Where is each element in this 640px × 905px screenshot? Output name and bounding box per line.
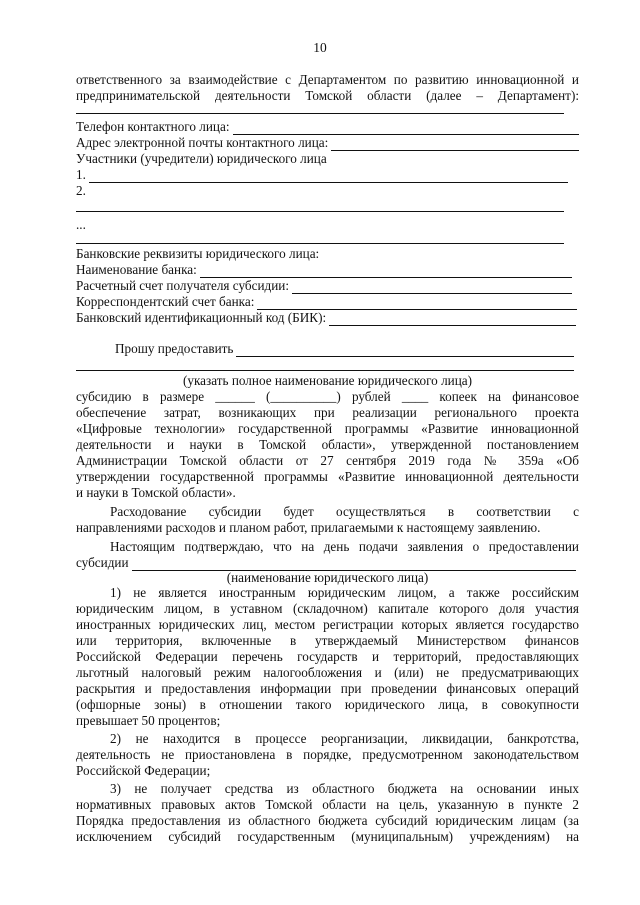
entity-name-field[interactable] <box>236 345 574 357</box>
founder-number-2: 2. <box>76 183 86 198</box>
bank-name-label: Наименование банка: <box>76 262 197 277</box>
item1-line-5: Российской Федерации перечень государств и территорий, предоставляющих <box>76 649 579 664</box>
bank-heading: Банковские реквизиты юридического лица: <box>76 246 320 261</box>
corr-field[interactable] <box>257 298 577 310</box>
subsidy-line-5: Администрации Томской области от 27 сентября 2019 года № 359а «Об <box>76 453 579 468</box>
item2-line-3: Российской Федерации; <box>76 763 211 778</box>
item1-line-1: 1) не является иностранным юридическим лицом, а также российским <box>110 585 579 600</box>
spending-line-2: направлениями расходов и планом работ, прилагаемыми к настоящему заявлению. <box>76 520 541 535</box>
entity-name-field-2[interactable] <box>76 370 574 371</box>
phone-field[interactable] <box>233 123 580 135</box>
item1-line-3: иностранных юридических лиц, местом регистрации которых является государство <box>76 617 579 632</box>
entity-caption: (наименование юридического лица) <box>226 570 429 585</box>
founders-ellipsis: ... <box>76 217 86 232</box>
item3-line-2: нормативных правовых актов Томской области на цель, указанную в пункте 2 <box>76 797 579 812</box>
founder-field-1[interactable] <box>89 171 568 183</box>
entity-full-caption: (указать полное наименование юридического лица) <box>182 373 473 388</box>
spending-line-1: Расходование субсидии будет осуществляться в соответствии с <box>110 504 579 519</box>
founder-field-2[interactable] <box>76 211 564 212</box>
item1-line-2: юридическим лицом, в уставном (складочном) капитале которого доля участия <box>76 601 579 616</box>
subsidy-line-1: субсидию в размере ______ (__________) рублей ____ копеек на финансовое <box>76 389 579 404</box>
item1-line-9: превышает 50 процентов; <box>76 713 221 728</box>
item3-line-4: исключением субсидий государственным (муниципальным) учреждениям) на <box>76 829 579 844</box>
header-line-1: ответственного за взаимодействие с Департаментом по развитию инновационной и <box>76 72 579 87</box>
founder-row-1 <box>76 167 568 183</box>
subsidy-line-6: утверждении государственной программы «Развитие инновационной деятельности <box>76 469 579 484</box>
request-label: Прошу предоставить <box>115 341 234 356</box>
confirm-subsidy-label: субсидии <box>76 555 129 570</box>
item1-line-6: льготный налоговый режим налогообложения и (или) не предусматривающих <box>76 665 579 680</box>
bik-field[interactable] <box>329 314 576 326</box>
bik-label: Банковский идентификационный код (БИК): <box>76 310 327 325</box>
email-label: Адрес электронной почты контактного лица: <box>76 135 329 150</box>
subsidy-line-2: обеспечение затрат, возникающих при реализации регионального проекта <box>76 405 579 420</box>
founder-field-more[interactable] <box>76 243 564 244</box>
subsidy-line-4: деятельности и науки в Томской области», утвержденной постановлением <box>76 437 579 452</box>
phone-label: Телефон контактного лица: <box>76 119 230 134</box>
request-row <box>115 341 574 357</box>
email-field[interactable] <box>331 139 579 151</box>
founders-label: Участники (учредители) юридического лица <box>76 151 327 166</box>
item1-line-4: или территория, включенные в утверждаемый Министерством финансов <box>76 633 579 648</box>
email-row <box>76 135 579 151</box>
item2-line-1: 2) не находится в процессе реорганизации, ликвидации, банкротства, <box>110 731 579 746</box>
item1-line-8: (офшорные зоны) в отношении такого юридического лица, в совокупности <box>76 697 579 712</box>
confirm-row <box>76 555 576 571</box>
bank-name-field[interactable] <box>200 266 572 278</box>
item1-line-7: раскрытия и предоставления информации при проведении финансовых операций <box>76 681 579 696</box>
bik-row <box>76 310 576 326</box>
item3-line-3: Порядка предоставления из областного бюджета субсидий юридическим лицам (за <box>76 813 579 828</box>
page-number: 10 <box>313 40 327 55</box>
phone-row <box>76 119 579 135</box>
corr-row <box>76 294 577 310</box>
founder-number-1: 1. <box>76 167 86 182</box>
blank-line <box>76 113 564 114</box>
bank-name-row <box>76 262 572 278</box>
item3-line-1: 3) не получает средства из областного бюджета на основании иных <box>110 781 579 796</box>
account-field[interactable] <box>292 282 572 294</box>
account-row <box>76 278 572 294</box>
corr-label: Корреспондентский счет банка: <box>76 294 255 309</box>
account-label: Расчетный счет получателя субсидии: <box>76 278 289 293</box>
confirm-line-1: Настоящим подтверждаю, что на день подачи заявления о предоставлении <box>110 539 579 554</box>
subsidy-line-3: «Цифровые технологии» государственной программы «Развитие инновационной <box>76 421 579 436</box>
subsidy-line-7: и науки в Томской области». <box>76 485 236 500</box>
item2-line-2: деятельность не приостановлена в порядке, предусмотренном законодательством <box>76 747 579 762</box>
header-line-2: предпринимательской деятельности Томской области (далее – Департамент): <box>76 88 579 103</box>
